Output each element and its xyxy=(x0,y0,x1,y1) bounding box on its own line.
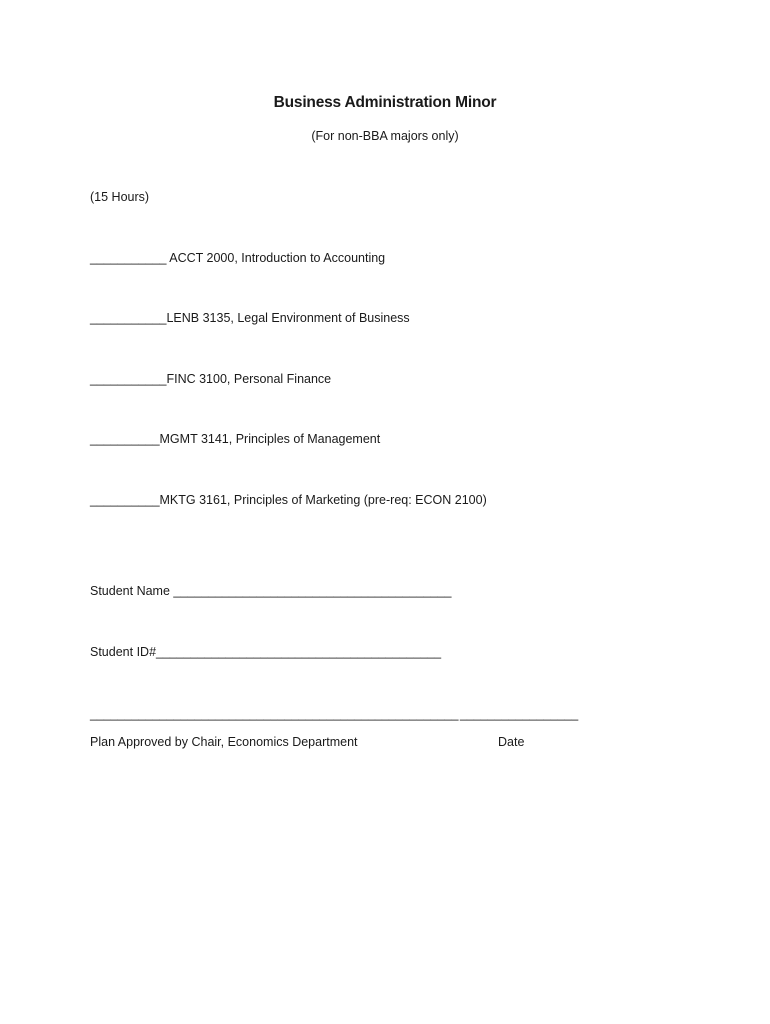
course-item-mktg: __________MKTG 3161, Principles of Marketing (pre-req: ECON 2100) xyxy=(90,493,487,507)
date-line: _________________ xyxy=(460,707,579,721)
course-item-finc: ___________FINC 3100, Personal Finance xyxy=(90,372,332,386)
course-item-mgmt: __________MGMT 3141, Principles of Management xyxy=(90,432,381,446)
page-subtitle: (For non-BBA majors only) xyxy=(311,129,459,143)
course-item-lenb: ___________LENB 3135, Legal Environment of Business xyxy=(90,311,410,325)
signature-line: _____________________________________________________ xyxy=(90,707,459,721)
student-name-field: Student Name ________________________________________ xyxy=(90,584,452,598)
hours-label: (15 Hours) xyxy=(90,190,150,204)
student-id-field: Student ID#_________________________________________ xyxy=(90,645,442,659)
course-item-acct: ___________ ACCT 2000, Introduction to Accounting xyxy=(90,251,386,265)
date-label: Date xyxy=(498,735,525,749)
page-title: Business Administration Minor xyxy=(273,94,497,111)
approved-by-label: Plan Approved by Chair, Economics Department xyxy=(90,735,358,749)
